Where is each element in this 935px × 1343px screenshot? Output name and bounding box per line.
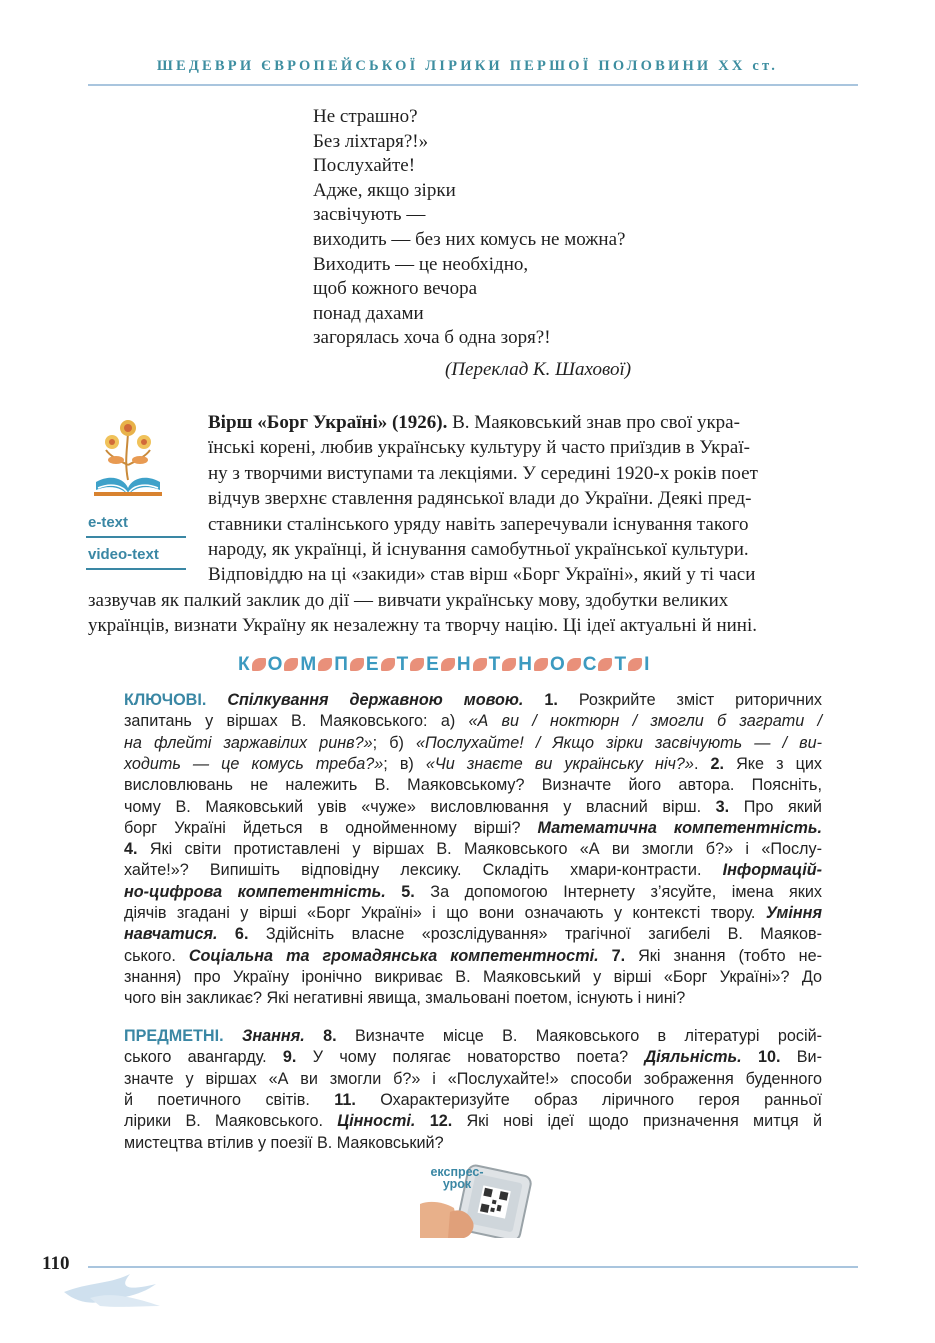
task-line: й поетичного світів. 11. Охарактеризуйте образ ліричного героя ранньої <box>124 1090 822 1109</box>
leaf-icon <box>502 658 516 671</box>
sidebar-divider <box>86 568 186 570</box>
task-line: ПРЕДМЕТНІ. Знання. 8. Визначте місце В. Маяковського в літературі росій- <box>124 1027 823 1045</box>
leaf-icon <box>441 658 455 671</box>
competencies-heading: К О М П Е Т Е Н Т Н О С Т І <box>238 654 650 675</box>
paragraph-line: ставники сталінського уряду навіть заперечували існування такого <box>208 513 749 535</box>
task-line: ського авангарду. 9. У чому полягає новаторство поета? Діяльність. 10. Ви- <box>124 1048 822 1067</box>
task-line: чому В. Маяковський увів «чуже» висловлювання у власний вірш. 3. Про який <box>124 797 822 816</box>
task-line: значте у віршах «А ви змогли б?» і «Послухайте!» способи зображення буденного <box>124 1069 822 1088</box>
poem-line: засвічують — <box>313 204 426 226</box>
express-lesson-label: експрес- урок <box>430 1165 484 1191</box>
leaf-icon <box>284 658 298 671</box>
leaf-icon <box>252 658 266 671</box>
leaf-icon <box>473 658 487 671</box>
paragraph-line: українців, визнати Україну як незалежну та творчу націю. Ці ідеї актуальні й нині. <box>88 615 757 637</box>
poem-line: Адже, якщо зірки <box>313 179 456 201</box>
video-text-link[interactable]: video-text <box>88 546 159 563</box>
bird-decoration-icon <box>60 1262 170 1312</box>
task-line: чого він закликає? Які негативні явища, змальовані поетом, існують і нині? <box>124 989 686 1008</box>
poem-line: Не страшно? <box>313 106 418 127</box>
poem-line: щоб кожного вечора <box>313 278 478 300</box>
paragraph-line: ну з творчими виступами та лекціями. У середині 1920-х років поет <box>208 462 758 484</box>
task-line: лірики В. Маяковського. Цінності. 12. Які нові ідеї щодо призначення митця й <box>124 1112 822 1131</box>
paragraph-line: їнські корені, любив українську культуру й часто приїздив в Украї- <box>208 437 750 459</box>
poem-line: Виходить — це необхідно, <box>313 253 529 275</box>
translation-credit: (Переклад К. Шахової) <box>445 359 632 380</box>
task-line: навчатися. 6. Здійсніть власне «розслідування» трагічної загибелі В. Маяков- <box>124 925 822 944</box>
task-line: но-цифрова компетентність. 5. За допомогою Інтернету з’ясуйте, імена яких <box>124 882 822 901</box>
book-flower-icon <box>88 410 168 500</box>
running-header: ШЕДЕВРИ ЄВРОПЕЙСЬКОЇ ЛІРИКИ ПЕРШОЇ ПОЛОВИНИ XX ст. <box>156 58 779 74</box>
leaf-icon <box>567 658 581 671</box>
task-line: висловлювань не належить В. Маяковському? Визначте його автора. Поясніть, <box>124 776 822 795</box>
poem-excerpt <box>313 105 625 351</box>
task-line: КЛЮЧОВІ. Спілкування державною мовою. 1. Розкрийте зміст риторичних <box>124 691 823 709</box>
task-line: запитань у віршах В. Маяковського: а) «А ви / ноктюрн / змогли б заграти / <box>124 712 822 731</box>
e-text-link[interactable]: e-text <box>88 514 129 531</box>
poem-line: Без ліхтаря?!» <box>313 130 429 152</box>
poem-line: Послухайте! <box>313 155 416 177</box>
paragraph-line: зазвучав як палкий заклик до дії — вивчати українську мову, здобутки великих <box>88 589 729 611</box>
leaf-icon <box>534 658 548 671</box>
task-line: 4. Які світи протиставлені у віршах В. Маяковського «А ви змогли б?» і «Послу- <box>124 840 822 859</box>
poem-line: понад дахами <box>313 302 424 324</box>
task-line: борг Україні йдеться в однойменному вірші? Математична компетентність. <box>124 818 822 837</box>
poem-line: загорялась хоча б одна зоря?! <box>313 327 551 349</box>
page-number: 110 <box>42 1253 70 1274</box>
poem-line: виходить — без них комусь не можна? <box>313 228 626 250</box>
header-divider <box>88 84 858 86</box>
paragraph-line: Відповіддю на ці «закиди» став вірш «Борг Україні», який у ті часи <box>208 564 756 586</box>
leaf-icon <box>628 658 642 671</box>
paragraph-line: народу, як українці, й існування самобутньої української культури. <box>208 539 749 560</box>
task-line: ського. Соціальна та громадянська компетентності. 7. Які знання (тобто не- <box>124 946 822 965</box>
footer-divider <box>88 1266 858 1268</box>
leaf-icon <box>598 658 612 671</box>
task-line: знання) про Україну іронічно викриває В. Маяковський у вірші «Борг Україні»? До <box>124 967 822 986</box>
sidebar-divider <box>86 536 186 538</box>
article-title: Вірш «Борг Україні» (1926). <box>208 412 448 433</box>
task-line: хайте!»? Випишіть відповідну лексику. Складіть хмари-контрасти. Інформацій- <box>124 861 822 880</box>
leaf-icon <box>318 658 332 671</box>
task-line: ходить — це комусь треба?»; в) «Чи знаєте ви українську ніч?». 2. Яке з цих <box>124 754 823 773</box>
task-line: мистецтва втілив у поезії В. Маяковський? <box>124 1133 444 1152</box>
leaf-icon <box>350 658 364 671</box>
leaf-icon <box>381 658 395 671</box>
paragraph-line: відчув зверхнє ставлення радянської влади до України. Деякі пред- <box>208 488 752 510</box>
task-line: діячів згадані у вірші «Борг Україні» і що вони означають у контексті твору. Уміння <box>124 904 822 922</box>
task-line: на флейті заржавілих ринв?»; б) «Послухайте! / Якщо зірки засвічують — / ви- <box>124 733 823 752</box>
leaf-icon <box>410 658 424 671</box>
paragraph-line: Вірш «Борг Україні» (1926). В. Маяковський знав про свої укра- <box>208 412 740 433</box>
